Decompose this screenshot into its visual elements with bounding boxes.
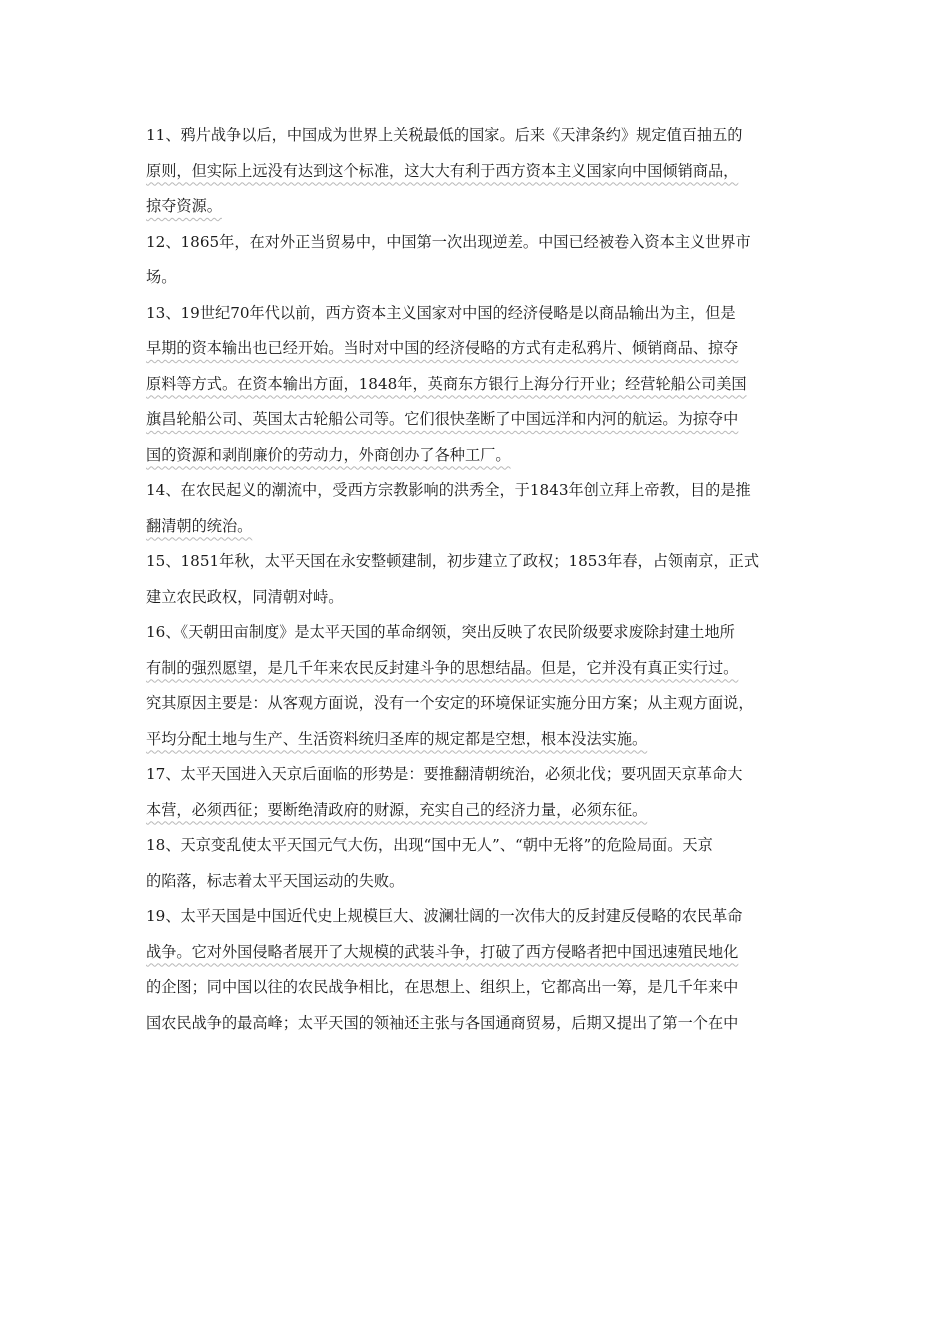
text-line: 的企图；同中国以往的农民战争相比，在思想上、组织上，它都高出一筹，是几千年来中 [146,978,739,996]
text-line: 建立农民政权，同清朝对峙。 [146,587,344,606]
text-line: 场。 [146,268,177,286]
text-line: 16、《天朝田亩制度》是太平天国的革命纲领，突出反映了农民阶级要求废除封建土地所 [146,623,735,641]
text-line: 掠夺资源。 [146,197,222,215]
text-line: 18、天京变乱使太平天国元气大伤，出现“国中无人”、“朝中无将”的危险局面。天京 [146,836,713,854]
text-line: 12、1865年，在对外正当贸易中，中国第一次出现逆差。中国已经被卷入资本主义世界市 [146,232,751,251]
text-line: 原则，但实际上远没有达到这个标准，这大大有利于西方资本主义国家向中国倾销商品， [146,161,739,180]
text-line: 本营，必须西征；要断绝清政府的财源，充实自己的经济力量，必须东征。 [146,800,648,819]
text-line: 翻清朝的统治。 [146,516,253,535]
text-line: 17、太平天国进入天京后面临的形势是：要推翻清朝统治，必须北伐；要巩固天京革命大 [146,765,743,783]
text-line: 平均分配土地与生产、生活资料统归圣库的规定都是空想，根本没法实施。 [146,729,648,748]
text-line: 国的资源和剥削廉价的劳动力，外商创办了各种工厂。 [146,445,511,464]
text-line: 13、19世纪70年代以前，西方资本主义国家对中国的经济侵略是以商品输出为主，但是 [146,303,736,322]
text-line: 战争。它对外国侵略者展开了大规模的武装斗争，打破了西方侵略者把中国迅速殖民地化 [146,942,739,961]
document-body [146,118,808,1041]
text-line: 15、1851年秋，太平天国在永安整顿建制，初步建立了政权；1853年春，占领南京，正式 [146,552,760,570]
text-line: 早期的资本输出也已经开始。当时对中国的经济侵略的方式有走私鸦片、倾销商品、掠夺 [146,339,739,357]
text-line: 19、太平天国是中国近代史上规模巨大、波澜壮阔的一次伟大的反封建反侵略的农民革命 [146,907,743,925]
text-line: 国农民战争的最高峰；太平天国的领袖还主张与各国通商贸易，后期又提出了第一个在中 [146,1013,739,1032]
text-line: 究其原因主要是：从客观方面说，没有一个安定的环境保证实施分田方案；从主观方面说， [146,694,754,712]
text-line: 的陷落，标志着太平天国运动的失败。 [146,871,405,890]
text-line: 有制的强烈愿望，是几千年来农民反封建斗争的思想结晶。但是，它并没有真正实行过。 [146,658,739,677]
text-line: 原料等方式。在资本输出方面，1848年，英商东方银行上海分行开业；经营轮船公司美国 [146,374,747,393]
text-line: 11、鸦片战争以后，中国成为世界上关税最低的国家。后来《天津条约》规定值百抽五的 [146,126,743,144]
text-line: 旗昌轮船公司、英国太古轮船公司等。它们很快垄断了中国远洋和内河的航运。为掠夺中 [146,410,739,428]
text-line: 14、在农民起义的潮流中，受西方宗教影响的洪秀全，于1843年创立拜上帝教，目的是推 [146,481,751,499]
